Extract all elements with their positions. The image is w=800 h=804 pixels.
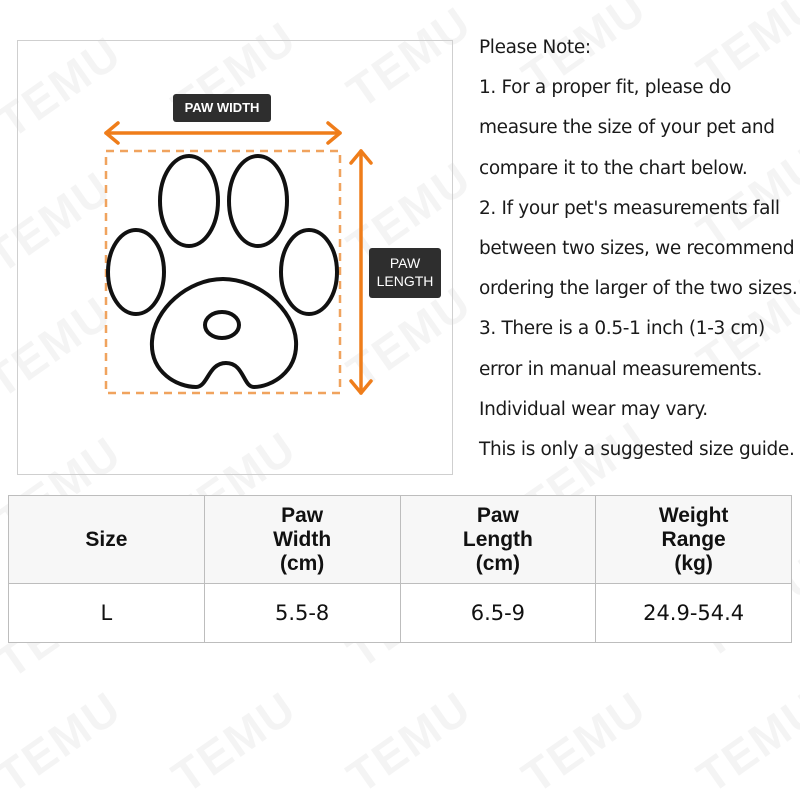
cell-paw-length: 6.5-9 (400, 584, 596, 643)
size-notes (479, 28, 800, 470)
header-size (9, 496, 205, 584)
notes-line: Individual wear may vary. (479, 398, 708, 420)
watermark-text (687, 680, 800, 804)
paw-toe-right-top (229, 156, 287, 246)
paw-measurement-diagram (17, 40, 453, 475)
notes-line: This is only a suggested size guide. (479, 439, 795, 461)
header-text-line: Length (462, 527, 533, 551)
header-text-line: (cm) (279, 551, 325, 575)
size-chart-table (8, 495, 792, 643)
header-text-line: Range (661, 527, 726, 551)
paw-length-label (369, 248, 441, 298)
notes-line: ordering the larger of the two sizes. (479, 278, 798, 300)
header-paw-length (400, 496, 596, 584)
paw-toe-right (281, 230, 337, 314)
header-text-line: Width (273, 527, 332, 551)
header-size-text: Size (85, 527, 128, 551)
notes-line: measure the size of your pet and (479, 117, 775, 139)
length-arrow-icon (351, 151, 371, 393)
notes-line: 1. For a proper fit, please do (479, 77, 732, 99)
width-arrow-icon (106, 123, 340, 143)
header-text-line: Paw (476, 503, 519, 527)
paw-toe-left-top (160, 156, 218, 246)
paw-length-label-line2: LENGTH (376, 273, 434, 289)
paw-width-label: PAW WIDTH (173, 94, 271, 122)
notes-line: compare it to the chart below. (479, 157, 748, 179)
watermark-text (0, 680, 131, 804)
header-text-line: (cm) (475, 551, 521, 575)
notes-line: between two sizes, we recommend (479, 238, 795, 260)
header-text-line: Weight (658, 503, 729, 527)
notes-line: error in manual measurements. (479, 358, 763, 380)
cell-size: L (9, 584, 205, 643)
notes-heading: Please Note: (479, 37, 591, 58)
paw-toe-left (108, 230, 164, 314)
header-weight-range (596, 496, 792, 584)
watermark-text (162, 680, 306, 804)
header-paw-width (204, 496, 400, 584)
notes-line: 3. There is a 0.5-1 inch (1-3 cm) (479, 318, 765, 340)
header-text-line: (kg) (674, 551, 713, 575)
paw-center-dot (205, 312, 239, 338)
watermark-text (512, 680, 656, 804)
table-header-row (9, 496, 792, 584)
paw-print-icon (108, 156, 337, 387)
watermark-text (337, 680, 481, 804)
cell-weight-range: 24.9-54.4 (596, 584, 792, 643)
cell-paw-width: 5.5-8 (204, 584, 400, 643)
notes-line: 2. If your pet's measurements fall (479, 197, 780, 219)
paw-length-label-line1: PAW (389, 255, 421, 271)
table-row (9, 584, 792, 643)
header-text-line: Paw (281, 503, 324, 527)
